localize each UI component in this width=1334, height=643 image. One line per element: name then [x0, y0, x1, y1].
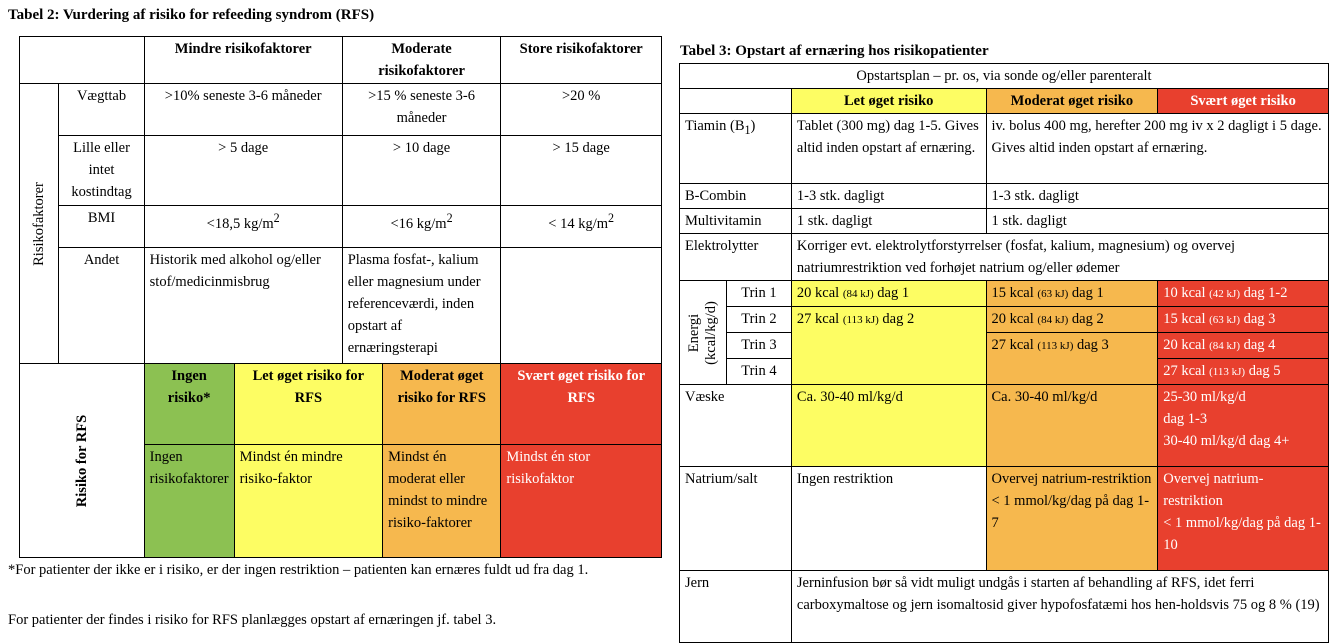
tiamin-let: Tablet (300 mg) dag 1-5. Gives altid inden opstart af ernæring.	[791, 114, 986, 184]
desc-ingen-risiko: Ingen risikofaktorer	[144, 445, 234, 558]
elektrolytter-label: Elektrolytter	[680, 234, 792, 281]
head-let-risiko: Let øget risiko for RFS	[234, 364, 383, 445]
energi-moderat-trin1: 15 kcal (63 kJ) dag 1	[986, 281, 1158, 307]
energi-label: Energi (kcal/kg/d)	[680, 281, 727, 385]
head-moderat-oget: Moderat øget risiko	[986, 89, 1158, 114]
vaeske-moderat: Ca. 30-40 ml/kg/d	[986, 385, 1158, 467]
multivitamin-label: Multivitamin	[680, 209, 792, 234]
kostindtag-mindre: > 5 dage	[144, 136, 342, 206]
vaeske-let: Ca. 30-40 ml/kg/d	[791, 385, 986, 467]
multivitamin-let: 1 stk. dagligt	[791, 209, 986, 234]
energi-svaert-trin1: 10 kcal (42 kJ) dag 1-2	[1158, 281, 1329, 307]
table3-caption: Tabel 3: Opstart af ernæring hos risikopatienter	[680, 43, 989, 59]
multivitamin-moderat: 1 stk. dagligt	[986, 209, 1329, 234]
table3	[679, 63, 1329, 643]
desc-let-risiko: Mindst én mindre risiko-faktor	[234, 445, 383, 558]
vaeske-svaert	[1158, 385, 1329, 467]
natrium-moderat-line1: Overvej natrium-restriktion	[991, 471, 1152, 487]
vaeske-label: Væske	[680, 385, 792, 467]
vaegttab-store: >20 %	[501, 84, 662, 136]
head-let-oget: Let øget risiko	[791, 89, 986, 114]
natrium-svaert-line2: < 1 mmol/kg/dag på dag 1-10	[1163, 515, 1321, 553]
tiamin-iv-text: iv. bolus 400 mg, herefter 200 mg iv x 2 dagligt i 5 dage.	[991, 118, 1322, 134]
energi-svaert-trin3: 20 kcal (84 kJ) dag 4	[1158, 333, 1329, 359]
table2-corner	[20, 37, 145, 84]
andet-mindre: Historik med alkohol og/eller stof/medicinmisbrug	[144, 248, 342, 364]
vaeske-svaert-line1: 25-30 ml/kg/d	[1163, 389, 1246, 405]
energi-moderat-trin2: 20 kcal (84 kJ) dag 2	[986, 307, 1158, 333]
bcombin-label: B-Combin	[680, 184, 792, 209]
bcombin-let: 1-3 stk. dagligt	[791, 184, 986, 209]
tiamin-moderat-svaert	[986, 114, 1329, 184]
natrium-svaert-line1: Overvej natrium-restriktion	[1163, 471, 1264, 509]
row-label-andet: Andet	[59, 248, 144, 364]
bmi-store: < 14 $kg/m^2$	[501, 206, 662, 248]
head-moderate: Moderate risikofaktorer	[342, 37, 501, 84]
opstartsplan-header: Opstartsplan – pr. os, via sonde og/eller parenteralt	[680, 64, 1329, 89]
vaegttab-moderate: >15 % seneste 3-6 måneder	[342, 84, 501, 136]
head-store: Store risikofaktorer	[501, 37, 662, 84]
footnote-1: *For patienter der ikke er i risiko, er der ingen restriktion – patienten kan ernæres fuldt ud fra dag 1.	[8, 562, 589, 578]
energi-svaert-trin2: 15 kcal (63 kJ) dag 3	[1158, 307, 1329, 333]
jern-text: Jerninfusion bør så vidt muligt undgås i starten af behandling af RFS, idet ferri carboxymaltose og jern isomaltosid giver hypofosfatæmi hos hen-holdsvis 75 og 8 % (19)	[791, 571, 1328, 643]
row-label-bmi: BMI	[59, 206, 144, 248]
kostindtag-store: > 15 dage	[501, 136, 662, 206]
energi-moderat-trin3: 27 kcal (113 kJ) dag 3	[986, 333, 1158, 385]
andet-store	[501, 248, 662, 364]
desc-svaert-risiko: Mindst én stor risikofaktor	[501, 445, 662, 558]
bmi-mindre: <18,5 $kg/m^2$	[144, 206, 342, 248]
natrium-label: Natrium/salt	[680, 467, 792, 571]
trin-4: Trin 4	[726, 359, 791, 385]
risikofaktorer-label: Risikofaktorer	[20, 84, 59, 364]
vaeske-svaert-line3: 30-40 ml/kg/d dag 4+	[1163, 433, 1290, 449]
desc-moderat-risiko: Mindst én moderat eller mindst to mindre risiko-faktorer	[383, 445, 501, 558]
risiko-for-rfs-label: Risiko for RFS	[20, 364, 145, 558]
table3-corner	[680, 89, 792, 114]
energi-svaert-trin4: 27 kcal (113 kJ) dag 5	[1158, 359, 1329, 385]
head-mindre: Mindre risikofaktorer	[144, 37, 342, 84]
vaeske-svaert-line2: dag 1-3	[1163, 411, 1208, 427]
tiamin-label: Tiamin $(B_1)$	[680, 114, 792, 184]
elektrolytter-text: Korriger evt. elektrolytforstyrrelser (fosfat, kalium, magnesium) og overvej natriumrestriktion ved forhøjet natrium og/eller ødemer	[791, 234, 1328, 281]
natrium-let: Ingen restriktion	[791, 467, 986, 571]
trin-2: Trin 2	[726, 307, 791, 333]
table2	[19, 36, 662, 558]
row-label-kostindtag: Lille eller intet kostindtag	[59, 136, 144, 206]
footnote-2: For patienter der findes i risiko for RFS planlægges opstart af ernæringen jf. tabel 3.	[8, 612, 497, 628]
head-svaert-risiko: Svært øget risiko for RFS	[501, 364, 662, 445]
natrium-moderat-line2: < 1 mmol/kg/dag på dag 1-7	[991, 493, 1150, 531]
natrium-moderat	[986, 467, 1158, 571]
kostindtag-moderate: > 10 dage	[342, 136, 501, 206]
trin-1: Trin 1	[726, 281, 791, 307]
energi-let-trin1: 20 kcal (84 kJ) dag 1	[791, 281, 986, 307]
andet-moderate: Plasma fosfat-, kalium eller magnesium under referenceværdi, inden opstart af ernæringsterapi	[342, 248, 501, 364]
trin-3: Trin 3	[726, 333, 791, 359]
table2-caption: Tabel 2: Vurdering af risiko for refeeding syndrom (RFS)	[8, 7, 375, 23]
head-moderat-risiko: Moderat øget risiko for RFS	[383, 364, 501, 445]
natrium-svaert	[1158, 467, 1329, 571]
vaegttab-mindre: >10% seneste 3-6 måneder	[144, 84, 342, 136]
bcombin-moderat: 1-3 stk. dagligt	[986, 184, 1329, 209]
head-svaert-oget: Svært øget risiko	[1158, 89, 1329, 114]
row-label-vaegttab: Vægttab	[59, 84, 144, 136]
bmi-moderate: <16 $kg/m^2$	[342, 206, 501, 248]
tiamin-gives-text: Gives altid inden opstart af ernæring.	[991, 140, 1208, 156]
head-ingen-risiko: Ingen risiko*	[144, 364, 234, 445]
energi-let-trin2: 27 kcal (113 kJ) dag 2	[791, 307, 986, 385]
jern-label: Jern	[680, 571, 792, 643]
